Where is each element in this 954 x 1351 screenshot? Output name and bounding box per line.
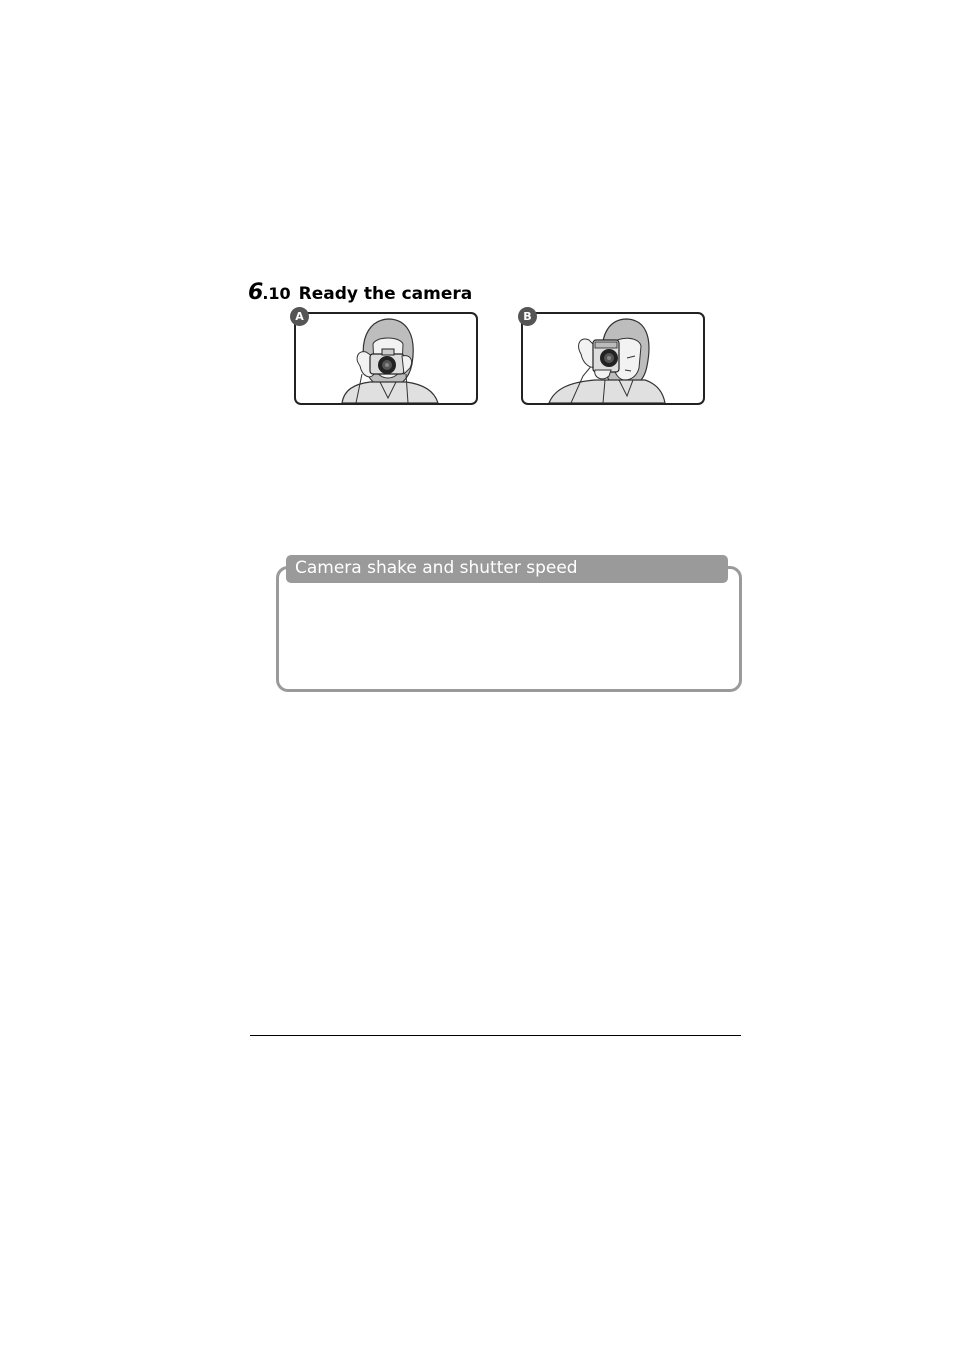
note-title: Camera shake and shutter speed bbox=[286, 555, 728, 583]
section-subnumber: .10 bbox=[262, 284, 291, 303]
figure-b-panel bbox=[521, 312, 705, 405]
footer-divider bbox=[250, 1035, 741, 1036]
figure-a-panel bbox=[294, 312, 478, 405]
section-heading bbox=[248, 280, 472, 306]
section-title: Ready the camera bbox=[298, 284, 473, 304]
person-holding-camera-vertical-icon bbox=[523, 314, 703, 403]
figure-a-badge: A bbox=[290, 307, 309, 326]
figure-b-badge: B bbox=[518, 307, 537, 326]
note-box bbox=[276, 566, 742, 692]
section-number: 6 bbox=[248, 280, 263, 305]
person-holding-camera-horizontal-icon bbox=[296, 314, 476, 403]
